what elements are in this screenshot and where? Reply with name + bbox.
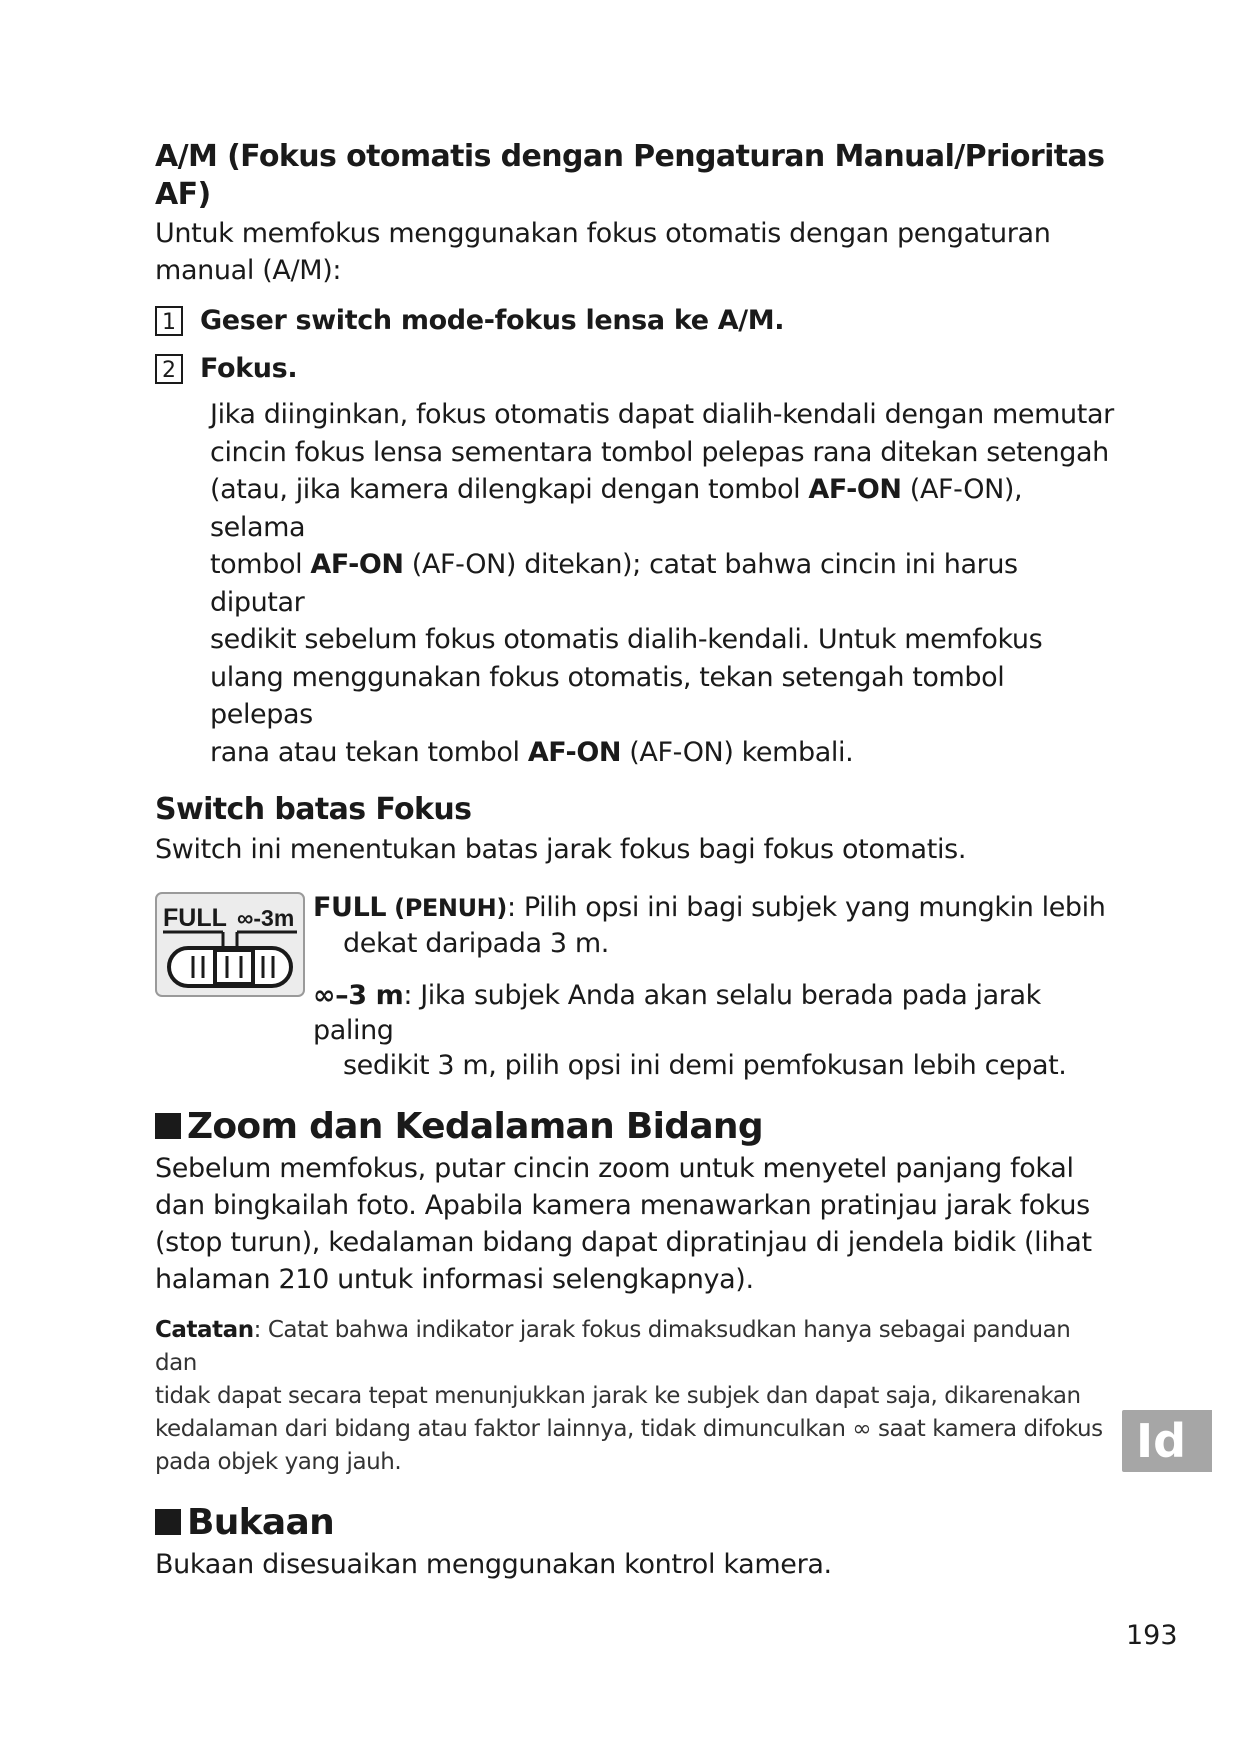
am-heading: A/M (Fokus otomatis dengan Pengaturan Manual/Prioritas AF) — [155, 139, 1105, 212]
note-block: Catatan: Catat bahwa indikator jarak fokus dimaksudkan hanya sebagai panduan dan tidak dapat secara tepat menunjukkan jarak ke subjek dan dapat saja, dikarenakan kedalaman dari bidang atau faktor lainnya, tidak dimunculkan ∞ saat kamera difokus pada objek yang jauh. — [155, 1316, 1103, 1475]
language-tab: Id — [1122, 1410, 1212, 1472]
switch-full-label: FULL — [163, 903, 227, 932]
note-label: Catatan — [155, 1316, 254, 1343]
switch-range-label: ∞-3m — [237, 904, 295, 931]
option-infinity-3m: ∞–3 m: Jika subjek Anda akan selalu berada pada jarak paling sedikit 3 m, pilih opsi ini demi pemfokusan lebih cepat. — [313, 979, 1067, 1081]
zoom-heading: Zoom dan Kedalaman Bidang — [155, 1105, 1115, 1148]
section-square-icon — [155, 1509, 181, 1535]
aperture-body: Bukaan disesuaikan menggunakan kontrol kamera. — [155, 1548, 832, 1580]
focus-limit-options — [155, 890, 1115, 1083]
af-on-button-label: AF-ON — [808, 474, 902, 505]
focus-limit-heading: Switch batas Fokus — [155, 792, 472, 827]
option-full: FULL (PENUH): Pilih opsi ini bagi subjek yang mungkin lebih dekat daripada 3 m. — [313, 891, 1106, 959]
af-on-button-label: AF-ON — [310, 549, 404, 580]
step-1-title: Geser switch mode-fokus lensa ke A/M. — [200, 305, 785, 336]
focus-limit-option-list — [313, 890, 1115, 1083]
aperture-heading: Bukaan — [155, 1501, 1115, 1544]
section-square-icon — [155, 1113, 181, 1139]
step-2 — [155, 353, 1115, 384]
step-number-2: 2 — [155, 354, 183, 384]
page-number: 193 — [1126, 1620, 1178, 1651]
af-on-button-label: AF-ON — [527, 736, 622, 768]
page-content — [155, 138, 1115, 1583]
step-number-1: 1 — [155, 306, 183, 336]
step-2-title: Fokus. — [200, 353, 298, 384]
focus-limit-switch-icon — [155, 892, 305, 997]
zoom-body: Sebelum memfokus, putar cincin zoom untuk menyetel panjang fokal dan bingkailah foto. Apabila kamera menawarkan pratinjau jarak fokus (stop turun), kedalaman bidang dapat dipratinjau di jendela bidik (lihat halaman 210 untuk informasi selengkapnya). — [155, 1152, 1092, 1295]
am-intro: Untuk memfokus menggunakan fokus otomatis dengan pengaturan manual (A/M): — [155, 218, 1051, 286]
focus-limit-intro: Switch ini menentukan batas jarak fokus bagi fokus otomatis. — [155, 833, 967, 865]
step-1 — [155, 305, 1115, 336]
step-2-body: Jika diinginkan, fokus otomatis dapat dialih-kendali dengan memutar cincin fokus lensa sementara tombol pelepas rana ditekan setengah (atau, jika kamera dilengkapi dengan tombol AF-ON (AF-ON), selama tombol AF-ON (AF-ON) ditekan); catat bahwa cincin ini harus diputar sedikit sebelum fokus otomatis dialih-kendali. Untuk memfokus ulang menggunakan fokus otomatis, tekan setengah tombol pelepas rana atau tekan tombol AF-ON (AF-ON) kembali. — [210, 399, 1114, 768]
